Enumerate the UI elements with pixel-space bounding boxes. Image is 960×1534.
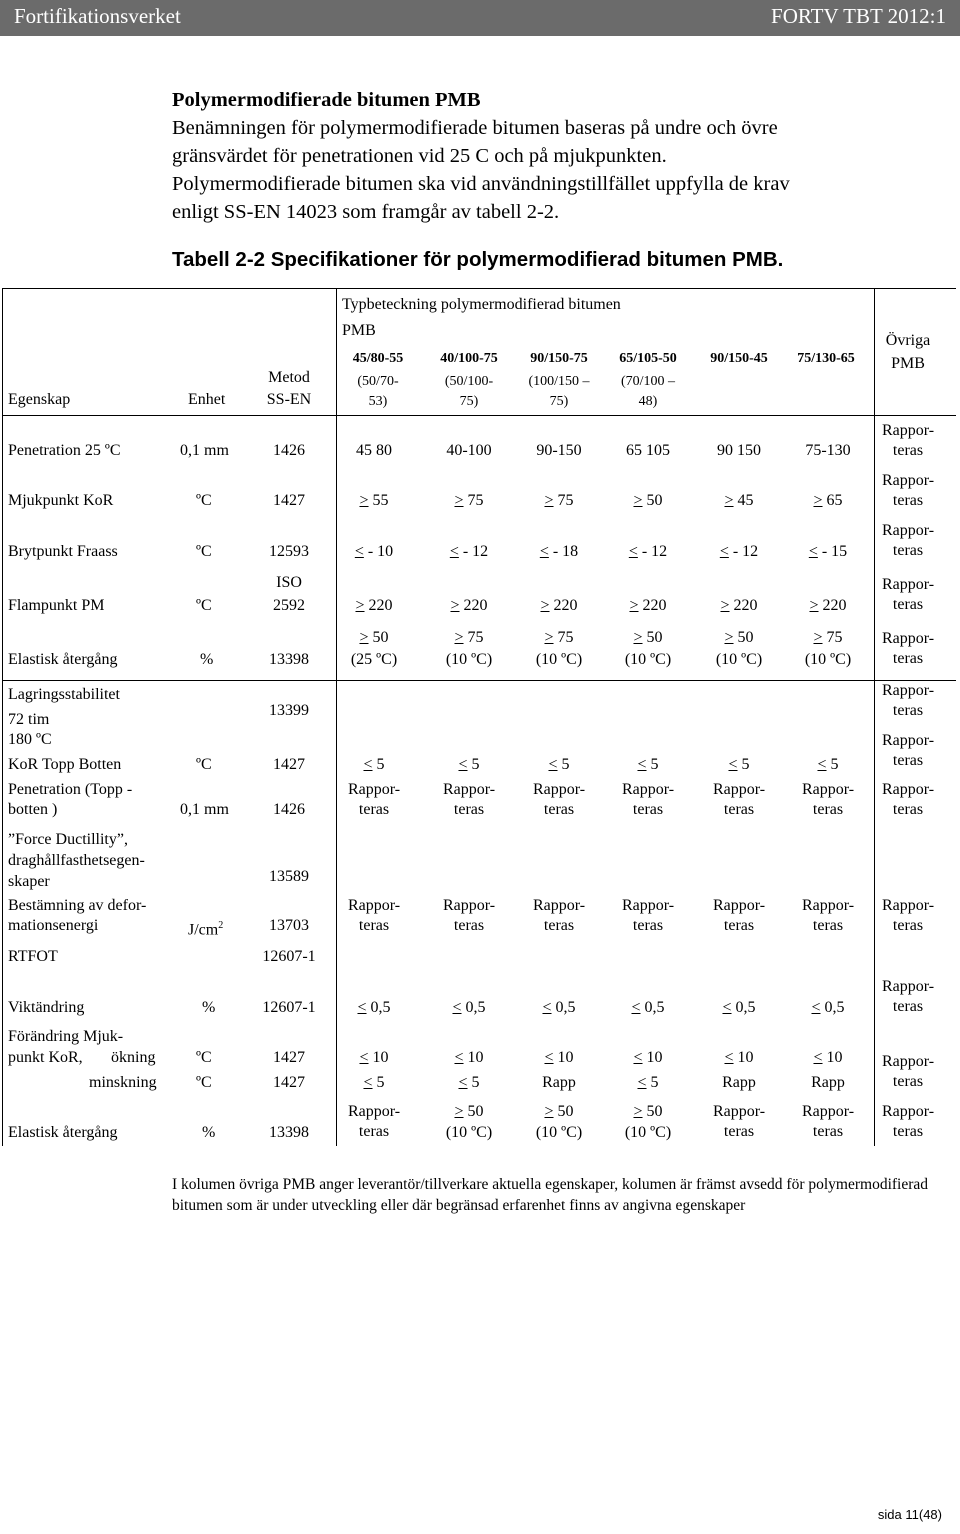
rapporteras-cell: Rappor- — [347, 1103, 401, 1120]
rapporteras-cell: teras — [892, 752, 924, 769]
header-left: Fortifikationsverket — [14, 4, 181, 28]
method-cell: 12593 — [269, 543, 309, 560]
rapporteras-cell: teras — [892, 998, 924, 1015]
page-number: sida 11(48) — [877, 1507, 942, 1522]
value-cell: < 5 — [728, 756, 750, 773]
value-cell: > 75 — [454, 492, 484, 509]
rapporteras-cell: Rappor- — [532, 897, 586, 914]
value-cell: > 55 — [359, 492, 389, 509]
row-label: Elastisk återgång — [8, 1124, 118, 1141]
unit-cell: % — [202, 1124, 216, 1141]
method-cell: 13398 — [269, 1124, 309, 1141]
rapporteras-cell: teras — [892, 596, 924, 613]
value-cell: < 10 — [633, 1049, 663, 1066]
value-cell: < 10 — [813, 1049, 843, 1066]
method-cell: 13703 — [269, 917, 309, 934]
rapporteras-cell: Rappor- — [347, 781, 401, 798]
intro-line: Benämningen för polymermodifierade bitumen baseras på undre och övre — [172, 117, 778, 139]
rapporteras-cell: Rappor- — [881, 897, 935, 914]
rapporteras-cell: teras — [543, 917, 575, 934]
method-cell: 12607-1 — [262, 948, 316, 965]
rapporteras-cell: Rappor- — [881, 978, 935, 995]
unit-cell: ºC — [196, 492, 212, 509]
value-cell: < 5 — [458, 756, 480, 773]
rapporteras-cell: Rappor- — [881, 682, 935, 699]
enhet-header: Enhet — [188, 391, 226, 408]
value-cell: > 50 — [724, 629, 754, 646]
rapporteras-cell: teras — [358, 801, 390, 818]
row-label: KoR Topp Botten — [8, 756, 122, 773]
rapporteras-cell: teras — [812, 801, 844, 818]
value-cell: > 75 — [544, 492, 574, 509]
row-label: Lagringsstabilitet — [8, 686, 120, 703]
row-label: skaper — [8, 873, 50, 890]
value-cell: > 45 — [724, 492, 754, 509]
row-label: RTFOT — [8, 948, 58, 965]
value-cell: > 220 — [720, 597, 758, 614]
value-cell: < 0,5 — [811, 999, 845, 1016]
value-cell: > 75 — [454, 629, 484, 646]
value-cell: > 50 — [633, 492, 663, 509]
rapporteras-cell: teras — [632, 917, 664, 934]
method-cell: 1427 — [273, 492, 305, 509]
rapporteras-cell: teras — [632, 801, 664, 818]
value-cell: (10 ºC) — [624, 1124, 672, 1141]
unit-cell: 0,1 mm — [180, 801, 229, 818]
header-right: FORTV TBT 2012:1 — [771, 4, 946, 28]
value-cell: > 220 — [629, 597, 667, 614]
row-label: 180 ºC — [8, 731, 52, 748]
method-cell: 2592 — [273, 597, 305, 614]
value-cell: < - 15 — [808, 543, 848, 560]
ovriga-header: PMB — [891, 355, 925, 372]
rapporteras-cell: Rappor- — [881, 576, 935, 593]
rapporteras-cell: teras — [892, 1073, 924, 1090]
type-header: 75/130-65 — [797, 351, 855, 366]
rapporteras-cell: teras — [723, 917, 755, 934]
row-label: punkt KoR, — [8, 1049, 83, 1066]
metod-header: SS-EN — [266, 391, 312, 408]
egenskap-header: Egenskap — [8, 391, 71, 408]
unit-cell: % — [202, 999, 216, 1016]
rapporteras-cell: teras — [892, 492, 924, 509]
value-cell: < 5 — [363, 1074, 385, 1091]
table-rule — [336, 288, 337, 1146]
rapporteras-cell: Rappor- — [881, 732, 935, 749]
method-cell: 13589 — [269, 868, 309, 885]
type-subheader: 75) — [549, 394, 569, 409]
table-rule — [2, 288, 3, 1146]
unit-cell: $J/cm^2$ — [188, 920, 224, 939]
rapporteras-cell: Rappor- — [881, 1053, 935, 1070]
type-header: 90/150-45 — [710, 351, 768, 366]
group-header: Typbeteckning polymermodifierad bitumen — [342, 296, 621, 313]
method-cell: 1427 — [273, 1074, 305, 1091]
value-cell: (10 ºC) — [804, 651, 852, 668]
row-label: Förändring Mjuk- — [8, 1028, 124, 1045]
rapporteras-cell: Rappor- — [442, 897, 496, 914]
value-cell: > 50 — [544, 1103, 574, 1120]
type-header: 90/150-75 — [530, 351, 588, 366]
rapporteras-cell: teras — [812, 917, 844, 934]
value-cell: < 0,5 — [357, 999, 391, 1016]
type-header: 45/80-55 — [352, 351, 404, 366]
type-header: 65/105-50 — [619, 351, 677, 366]
value-cell: < 0,5 — [722, 999, 756, 1016]
method-cell: 1426 — [273, 801, 305, 818]
value-cell: < - 12 — [449, 543, 489, 560]
rapporteras-cell: teras — [358, 917, 390, 934]
value-cell: (25 ºC) — [350, 651, 398, 668]
method-cell: 1427 — [273, 756, 305, 773]
rapporteras-cell: Rappor- — [442, 781, 496, 798]
value-cell: (10 ºC) — [445, 1124, 493, 1141]
rapporteras-cell: teras — [892, 442, 924, 459]
rapporteras-cell: Rappor- — [532, 781, 586, 798]
value-cell: < 5 — [637, 756, 659, 773]
value-cell: > 50 — [633, 1103, 663, 1120]
value-cell: < - 12 — [719, 543, 759, 560]
value-cell: < 10 — [454, 1049, 484, 1066]
intro-line: gränsvärdet för penetrationen vid 25 C och på mjukpunkten. — [172, 145, 667, 167]
row-label: 72 tim — [8, 711, 50, 728]
type-subheader: (50/100- — [444, 374, 494, 389]
value-cell: Rapp — [542, 1074, 576, 1091]
table-rule — [2, 288, 956, 289]
rapporteras-cell: Rappor- — [621, 781, 675, 798]
value-cell: > 220 — [355, 597, 393, 614]
type-subheader: 75) — [459, 394, 479, 409]
unit-cell: % — [200, 651, 214, 668]
value-cell: 90 150 — [717, 442, 761, 459]
rapporteras-cell: Rappor- — [621, 897, 675, 914]
value-cell: < 0,5 — [452, 999, 486, 1016]
type-subheader: 48) — [638, 394, 658, 409]
value-cell: (10 ºC) — [624, 651, 672, 668]
rapporteras-cell: Rappor- — [712, 897, 766, 914]
value-cell: 65 105 — [626, 442, 670, 459]
type-subheader: (50/70- — [357, 374, 399, 389]
method-cell: 13398 — [269, 651, 309, 668]
row-label: Penetration 25 ºC — [8, 442, 121, 459]
rapporteras-cell: teras — [543, 801, 575, 818]
rapporteras-cell: teras — [453, 801, 485, 818]
method-cell: 1427 — [273, 1049, 305, 1066]
table-caption: Tabell 2-2 Specifikationer för polymermodifierad bitumen PMB. — [172, 248, 784, 271]
section-heading: Polymermodifierade bitumen PMB — [172, 89, 481, 111]
rapporteras-cell: teras — [723, 1123, 755, 1140]
rapporteras-cell: teras — [453, 917, 485, 934]
metod-header: Metod — [268, 369, 310, 386]
value-cell: (10 ºC) — [535, 651, 583, 668]
value-cell: < 5 — [363, 756, 385, 773]
rapporteras-cell: teras — [892, 801, 924, 818]
value-cell: < 10 — [359, 1049, 389, 1066]
unit-cell: ºC — [196, 1074, 212, 1091]
rapporteras-cell: Rappor- — [881, 781, 935, 798]
value-cell: > 220 — [540, 597, 578, 614]
value-cell: > 220 — [809, 597, 847, 614]
row-label: Penetration (Topp - — [8, 781, 133, 798]
value-cell: < 5 — [817, 756, 839, 773]
value-cell: > 75 — [544, 629, 574, 646]
row-label: Viktändring — [8, 999, 85, 1016]
rapporteras-cell: teras — [812, 1123, 844, 1140]
value-cell: < 5 — [548, 756, 570, 773]
rapporteras-cell: Rappor- — [881, 472, 935, 489]
value-cell: 90-150 — [536, 442, 582, 459]
type-header: 40/100-75 — [440, 351, 498, 366]
type-subheader: (70/100 – — [620, 374, 676, 389]
rapporteras-cell: Rappor- — [881, 1103, 935, 1120]
row-label: Elastisk återgång — [8, 651, 118, 668]
value-cell: > 50 — [633, 629, 663, 646]
value-cell: < 0,5 — [542, 999, 576, 1016]
value-cell: < 5 — [637, 1074, 659, 1091]
rapporteras-cell: Rappor- — [881, 522, 935, 539]
value-cell: < 10 — [724, 1049, 754, 1066]
value-cell: > 75 — [813, 629, 843, 646]
intro-line: enligt SS-EN 14023 som framgår av tabell 2-2. — [172, 201, 560, 223]
rapporteras-cell: Rappor- — [801, 1103, 855, 1120]
rapporteras-cell: teras — [892, 542, 924, 559]
value-cell: > 220 — [450, 597, 488, 614]
value-cell: < 5 — [458, 1074, 480, 1091]
rapporteras-cell: Rappor- — [801, 897, 855, 914]
row-label: Mjukpunkt KoR — [8, 492, 114, 509]
value-cell: < 10 — [544, 1049, 574, 1066]
value-cell: < - 18 — [539, 543, 579, 560]
intro-text — [172, 86, 912, 226]
value-cell: 75-130 — [805, 442, 851, 459]
row-label: ”Force Ductillity”, — [8, 831, 128, 848]
rapporteras-cell: teras — [892, 917, 924, 934]
value-cell: > 50 — [359, 629, 389, 646]
value-cell: 40-100 — [446, 442, 492, 459]
value-cell: 45 80 — [356, 442, 392, 459]
rapporteras-cell: teras — [892, 1123, 924, 1140]
value-cell: > 65 — [813, 492, 843, 509]
type-subheader: (100/150 – — [528, 374, 590, 389]
value-cell: < - 10 — [354, 543, 394, 560]
rapporteras-cell: Rappor- — [347, 897, 401, 914]
rapporteras-cell: Rappor- — [881, 630, 935, 647]
value-cell: < - 12 — [628, 543, 668, 560]
footnote: I kolumen övriga PMB anger leverantör/tillverkare aktuella egenskaper, kolumen är främst avsedd för polymermodifierad bitumen som är under utveckling eller där begränsad erfarenhet finns av angivna egenskaper — [172, 1176, 929, 1214]
value-cell: < 0,5 — [631, 999, 665, 1016]
value-cell: Rapp — [811, 1074, 845, 1091]
row-label: Bestämning av defor- — [8, 897, 147, 914]
value-cell: (10 ºC) — [715, 651, 763, 668]
group-header: PMB — [342, 322, 376, 339]
value-cell: (10 ºC) — [535, 1124, 583, 1141]
page-header — [0, 0, 960, 36]
rapporteras-cell: teras — [892, 702, 924, 719]
value-cell: Rapp — [722, 1074, 756, 1091]
unit-cell: ºC — [196, 543, 212, 560]
row-label: Brytpunkt Fraass — [8, 543, 118, 560]
table-rule — [874, 288, 875, 1146]
rapporteras-cell: Rappor- — [712, 781, 766, 798]
type-subheader: 53) — [368, 394, 388, 409]
method-cell: 13399 — [269, 702, 309, 719]
rapporteras-cell: Rappor- — [881, 422, 935, 439]
method-cell: 1426 — [273, 442, 305, 459]
unit-cell: ºC — [196, 597, 212, 614]
rapporteras-cell: teras — [723, 801, 755, 818]
ovriga-header: Övriga — [885, 332, 931, 349]
rapporteras-cell: Rappor- — [712, 1103, 766, 1120]
unit-cell: ºC — [196, 1049, 212, 1066]
method-cell: 12607-1 — [262, 999, 316, 1016]
unit-cell: 0,1 mm — [180, 442, 229, 459]
row-label: Flampunkt PM — [8, 597, 105, 614]
value-cell: > 50 — [454, 1103, 484, 1120]
row-label: draghållfasthetsegen- — [8, 852, 145, 869]
intro-line: Polymermodifierade bitumen ska vid användningstillfället uppfylla de krav — [172, 173, 790, 195]
rapporteras-cell: teras — [892, 650, 924, 667]
rapporteras-cell: teras — [358, 1123, 390, 1140]
unit-cell: ºC — [196, 756, 212, 773]
method-cell: ISO — [276, 574, 302, 591]
row-label: mationsenergi — [8, 917, 99, 934]
row-label: ökning — [111, 1049, 156, 1066]
rapporteras-cell: Rappor- — [801, 781, 855, 798]
table-rule — [2, 680, 956, 681]
spec-table — [2, 288, 958, 1146]
value-cell: (10 ºC) — [445, 651, 493, 668]
row-label: botten ) — [8, 801, 58, 818]
row-label: minskning — [89, 1074, 157, 1091]
table-rule — [2, 415, 956, 416]
